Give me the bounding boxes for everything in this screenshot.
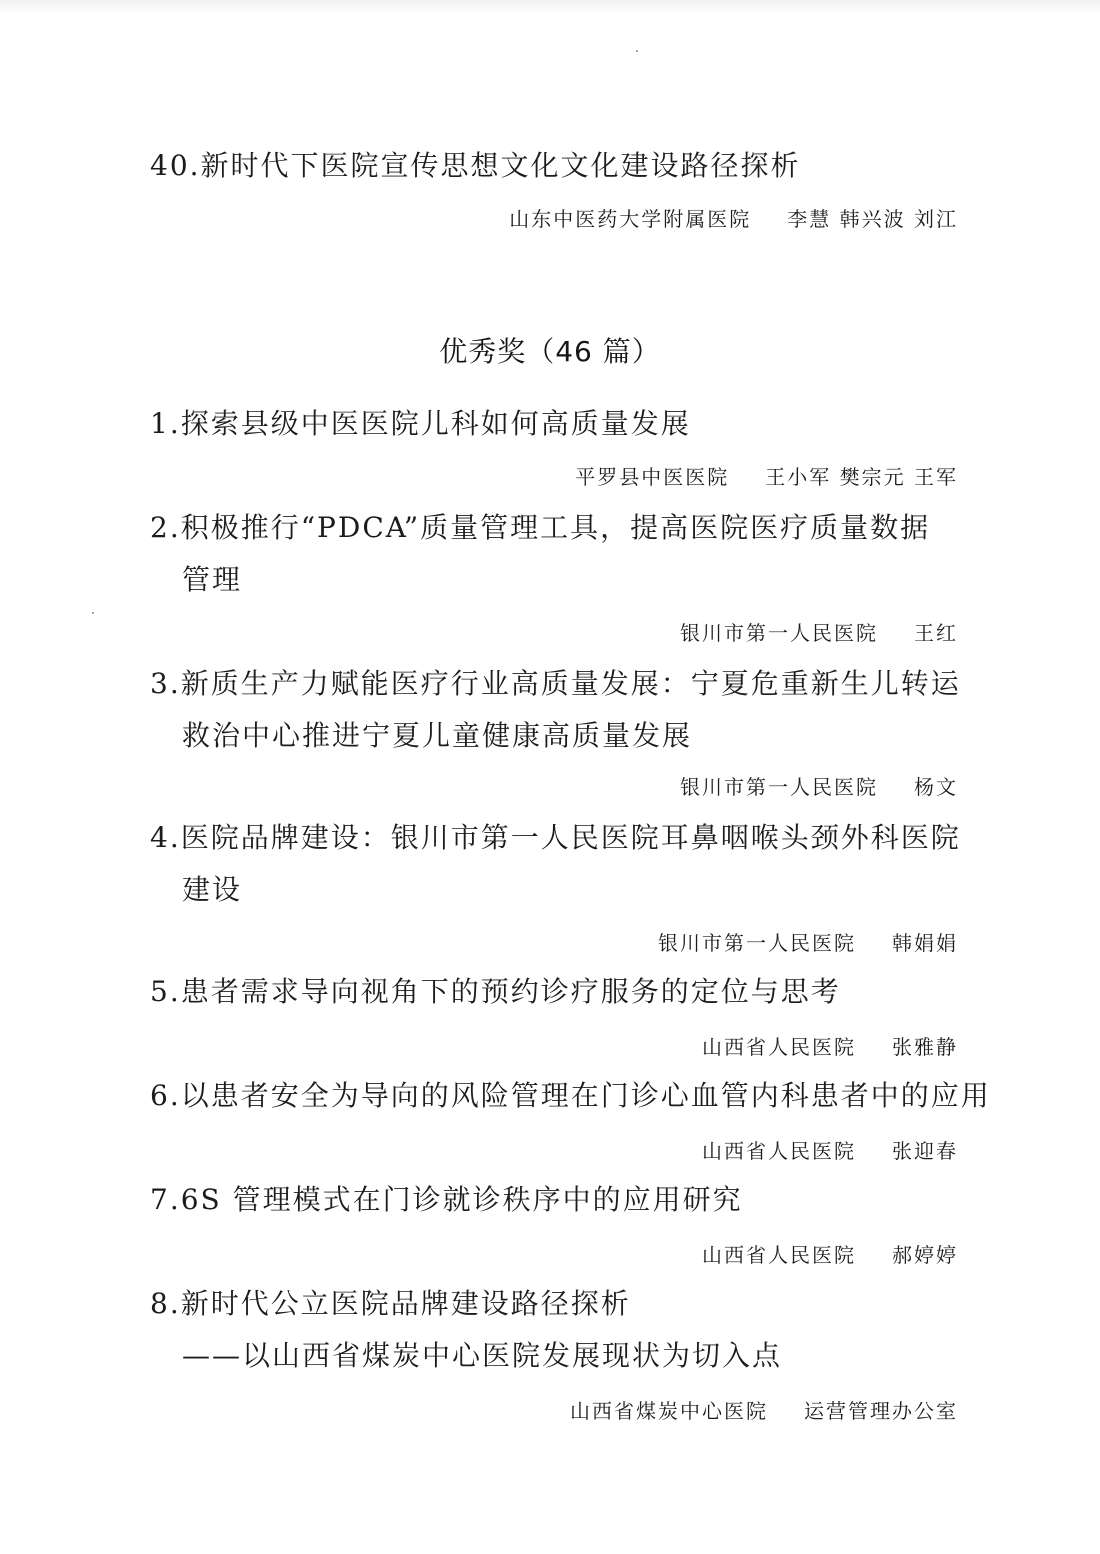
entry-authors: 王小军 樊宗元 王军: [765, 465, 958, 489]
entry-authors: 李慧 韩兴波 刘江: [787, 207, 958, 231]
list-item-7: [150, 1174, 960, 1226]
entry-title-line2: 救治中心推进宁夏儿童健康高质量发展: [182, 719, 693, 752]
entry-subtitle: ——以山西省煤炭中心医院发展现状为切入点: [182, 1339, 783, 1372]
entry-authors: 运营管理办公室: [804, 1399, 958, 1423]
entry-authors: 杨文: [914, 775, 958, 799]
entry-credit-40: [509, 204, 958, 234]
scan-speck: [92, 612, 94, 614]
entry-credit-2: [680, 618, 958, 648]
entry-title: 5.患者需求导向视角下的预约诊疗服务的定位与思考: [150, 975, 841, 1008]
entry-credit-1: [575, 462, 958, 492]
entry-organization: 山西省煤炭中心医院: [570, 1399, 768, 1423]
section-heading: 优秀奖（46 篇）: [439, 335, 661, 368]
entry-credit-4: [658, 928, 958, 958]
entry-organization: 山西省人民医院: [702, 1243, 856, 1267]
entry-organization: 平罗县中医医院: [575, 465, 730, 489]
entry-organization: 银川市第一人民医院: [680, 775, 878, 799]
list-item-8: [150, 1278, 960, 1382]
entry-title: 8.新时代公立医院品牌建设路径探析: [150, 1287, 631, 1320]
entry-title-line2: 管理: [182, 563, 243, 596]
list-item-2: [150, 502, 960, 606]
entry-credit-6: [702, 1136, 958, 1166]
entry-title-line2: 建设: [182, 873, 243, 906]
entry-authors: 张迎春: [892, 1139, 958, 1163]
entry-authors: 韩娟娟: [892, 931, 958, 955]
entry-authors: 郝婷婷: [892, 1243, 958, 1267]
entry-organization: 山东中医药大学附属医院: [509, 207, 752, 231]
entry-credit-3: [680, 772, 958, 802]
entry-title-line1: 3.新质生产力赋能医疗行业高质量发展：宁夏危重新生儿转运: [150, 667, 961, 700]
list-item-40: [150, 140, 960, 192]
entry-title: 6.以患者安全为导向的风险管理在门诊心血管内科患者中的应用: [150, 1079, 991, 1112]
entry-organization: 山西省人民医院: [702, 1139, 856, 1163]
entry-title: 1.探索县级中医医院儿科如何高质量发展: [150, 407, 691, 440]
entry-title: 40.新时代下医院宣传思想文化文化建设路径探析: [150, 149, 801, 182]
scan-edge-shadow: [0, 0, 1100, 14]
entry-credit-5: [702, 1032, 958, 1062]
list-item-3: [150, 658, 960, 762]
list-item-1: [150, 398, 960, 450]
entry-organization: 银川市第一人民医院: [658, 931, 856, 955]
entry-credit-7: [702, 1240, 958, 1270]
list-item-4: [150, 812, 960, 916]
entry-title: 7.6S 管理模式在门诊就诊秩序中的应用研究: [150, 1183, 743, 1216]
entry-organization: 山西省人民医院: [702, 1035, 856, 1059]
entry-authors: 张雅静: [892, 1035, 958, 1059]
list-item-6: [150, 1070, 991, 1122]
entry-authors: 王红: [914, 621, 958, 645]
entry-title-line1: 4.医院品牌建设：银川市第一人民医院耳鼻咽喉头颈外科医院: [150, 821, 961, 854]
entry-title-line1: 2.积极推行“PDCA”质量管理工具，提高医院医疗质量数据: [150, 511, 931, 544]
entry-organization: 银川市第一人民医院: [680, 621, 878, 645]
list-item-5: [150, 966, 960, 1018]
entry-credit-8: [570, 1396, 958, 1426]
scan-speck: [636, 50, 638, 52]
